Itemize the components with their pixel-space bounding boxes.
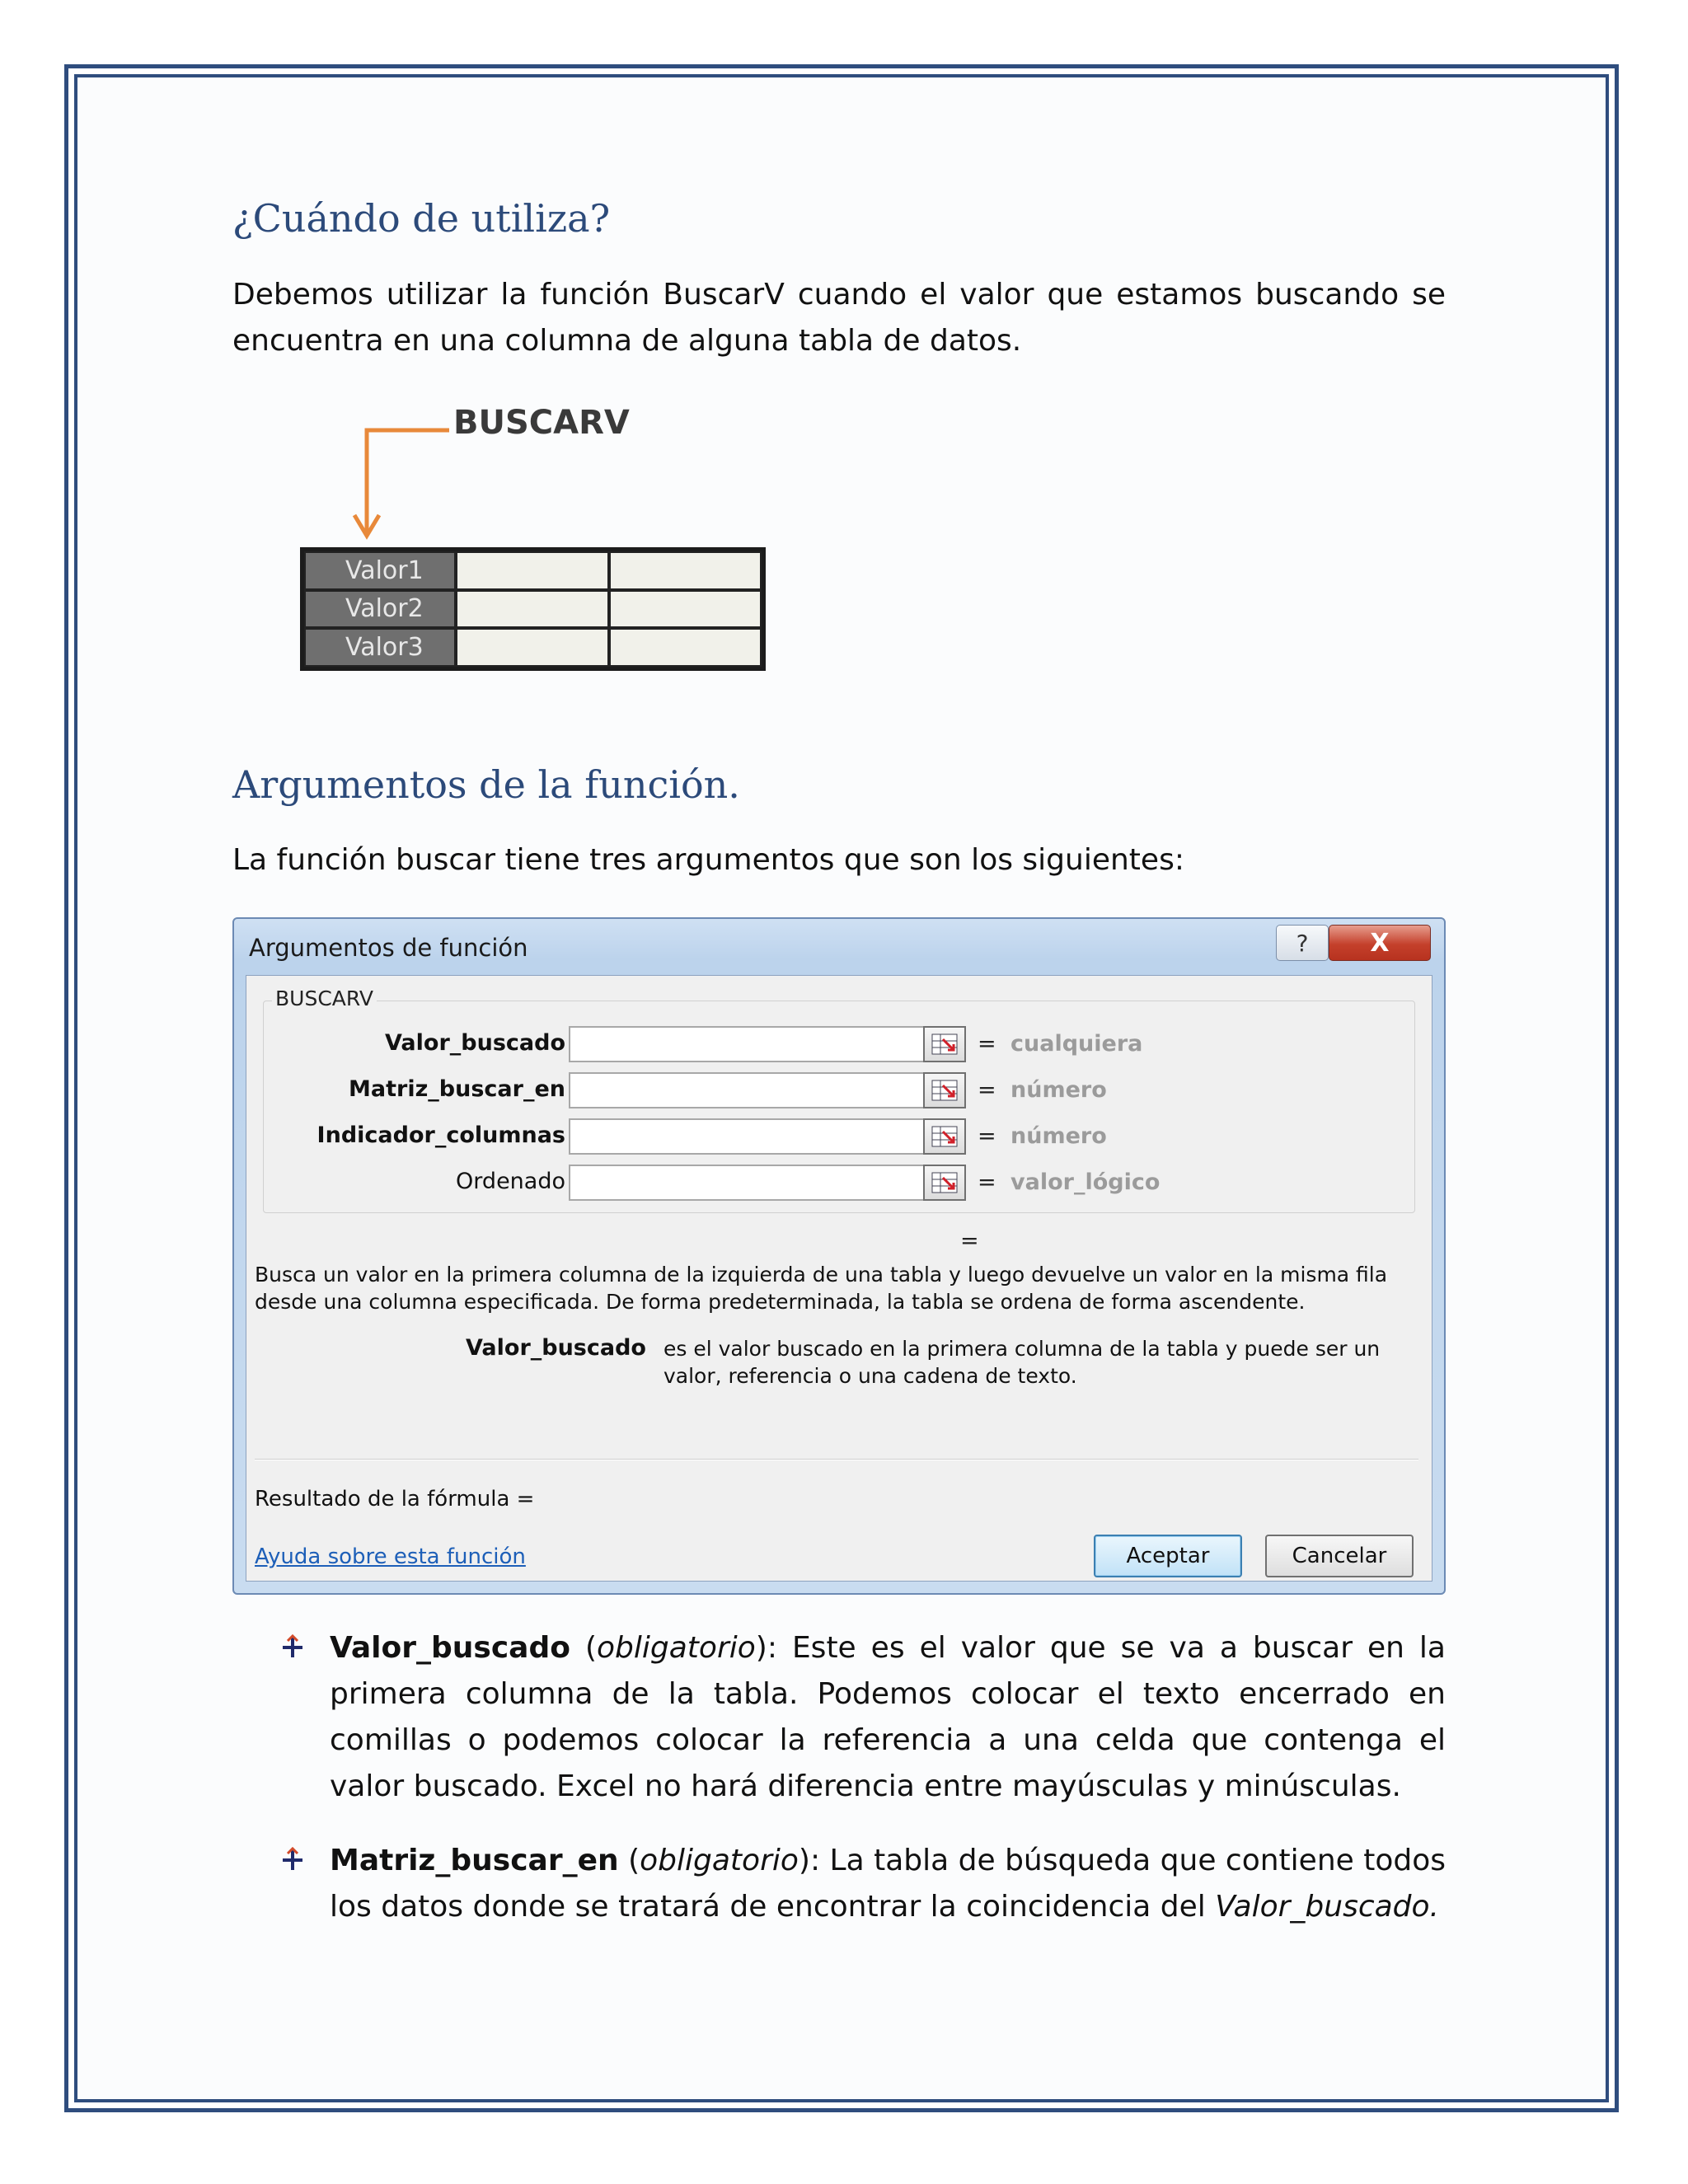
bullet-qualifier: obligatorio (640, 1844, 799, 1877)
heading-when: ¿Cuándo de utiliza? (232, 196, 611, 241)
bullet-arrow-icon (280, 1847, 305, 1872)
diagram-row-label: Valor1 (304, 551, 456, 590)
arguments-group (263, 987, 1415, 1213)
diagram-table (300, 547, 766, 671)
cancel-button[interactable]: Cancelar (1265, 1535, 1414, 1577)
diagram-cell (456, 590, 609, 629)
collapse-dialog-icon[interactable] (923, 1072, 966, 1108)
arg-label-indicador-columnas: Indicador_columnas (316, 1122, 565, 1148)
range-select-icon (931, 1080, 958, 1101)
range-select-icon (931, 1172, 958, 1193)
bullet-text: La tabla de búsqueda que contiene todos los datos donde se tratará de encontrar la coincidencia del (330, 1844, 1447, 1924)
bullet-term: Matriz_buscar_en (330, 1844, 619, 1877)
bullet-item-valor-buscado (330, 1625, 1446, 1810)
close-button[interactable]: X (1329, 925, 1431, 961)
bullet-item-matriz-buscar-en (330, 1838, 1446, 1930)
diagram-cell (456, 628, 609, 667)
valor-buscado-input[interactable] (569, 1026, 956, 1062)
arg-label-ordenado: Ordenado (456, 1169, 565, 1194)
diagram-cell (609, 551, 762, 590)
matriz-buscar-en-input[interactable] (569, 1072, 956, 1108)
argument-help-text: es el valor buscado en la primera columna de la tabla y puede ser un valor, referencia o una cadena de texto. (663, 1337, 1381, 1388)
diagram-cell (609, 590, 762, 629)
function-description: Busca un valor en la primera columna de la izquierda de una tabla y luego devuelve un valor en la misma fila desde una columna especificada. De forma predeterminada, la tabla se ordena de forma ascendente. (255, 1263, 1388, 1314)
paragraph-arguments: La función buscar tiene tres argumentos que son los siguientes: (232, 843, 1184, 877)
buscarv-diagram (293, 404, 771, 676)
arrow-down-icon (293, 404, 457, 548)
equals-sign: = (978, 1077, 996, 1103)
separator (255, 1459, 1418, 1460)
function-arguments-dialog (232, 917, 1446, 1595)
bullet-term: Valor_buscado (330, 1631, 570, 1665)
arg-type: valor_lógico (1010, 1169, 1160, 1195)
bullet-tail-italic: Valor_buscado. (1215, 1890, 1439, 1924)
diagram-title: BUSCARV (453, 404, 630, 442)
result-equals-sign: = (960, 1228, 979, 1254)
bullet-paren-close: ): (755, 1631, 792, 1665)
argument-help-name: Valor_buscado (466, 1335, 646, 1361)
accept-button[interactable]: Aceptar (1094, 1535, 1242, 1577)
bullet-paren-open: ( (618, 1844, 640, 1877)
equals-sign: = (978, 1031, 996, 1057)
collapse-dialog-icon[interactable] (923, 1165, 966, 1201)
arg-label-valor-buscado: Valor_buscado (385, 1030, 565, 1056)
bullet-paren-close: ): (798, 1844, 830, 1877)
arg-type: cualquiera (1010, 1031, 1143, 1057)
equals-sign: = (978, 1123, 996, 1149)
dialog-body (246, 975, 1432, 1582)
equals-sign: = (978, 1169, 996, 1195)
help-link[interactable]: Ayuda sobre esta función (255, 1544, 526, 1569)
bullet-paren-open: ( (570, 1631, 598, 1665)
diagram-cell (456, 551, 609, 590)
help-button[interactable]: ? (1276, 925, 1329, 961)
indicador-columnas-input[interactable] (569, 1118, 956, 1155)
diagram-row-label: Valor2 (304, 590, 456, 629)
diagram-cell (609, 628, 762, 667)
arg-type: número (1010, 1123, 1107, 1149)
range-select-icon (931, 1033, 958, 1055)
bullet-text: Este es el valor que se va a buscar en la primera columna de la tabla. Podemos colocar el texto encerrado en comillas o podemos colocar la referencia a una celda que contenga el valor buscado. Excel no hará diferencia entre mayúsculas y minúsculas. (330, 1631, 1446, 1803)
range-select-icon (931, 1126, 958, 1147)
bullet-arrow-icon (280, 1634, 305, 1659)
arg-label-matriz-buscar-en: Matriz_buscar_en (349, 1076, 565, 1102)
heading-arguments: Argumentos de la función. (232, 762, 740, 807)
collapse-dialog-icon[interactable] (923, 1026, 966, 1062)
formula-result: Resultado de la fórmula = (255, 1487, 535, 1511)
dialog-title: Argumentos de función (249, 934, 528, 962)
ordenado-input[interactable] (569, 1165, 956, 1201)
arg-type: número (1010, 1077, 1107, 1103)
group-label: BUSCARV (272, 987, 377, 1010)
bullet-qualifier: obligatorio (597, 1631, 756, 1665)
collapse-dialog-icon[interactable] (923, 1118, 966, 1155)
paragraph-when: Debemos utilizar la función BuscarV cuando el valor que estamos buscando se encuentra en una columna de alguna tabla de datos. (232, 278, 1446, 358)
diagram-row-label: Valor3 (304, 628, 456, 667)
